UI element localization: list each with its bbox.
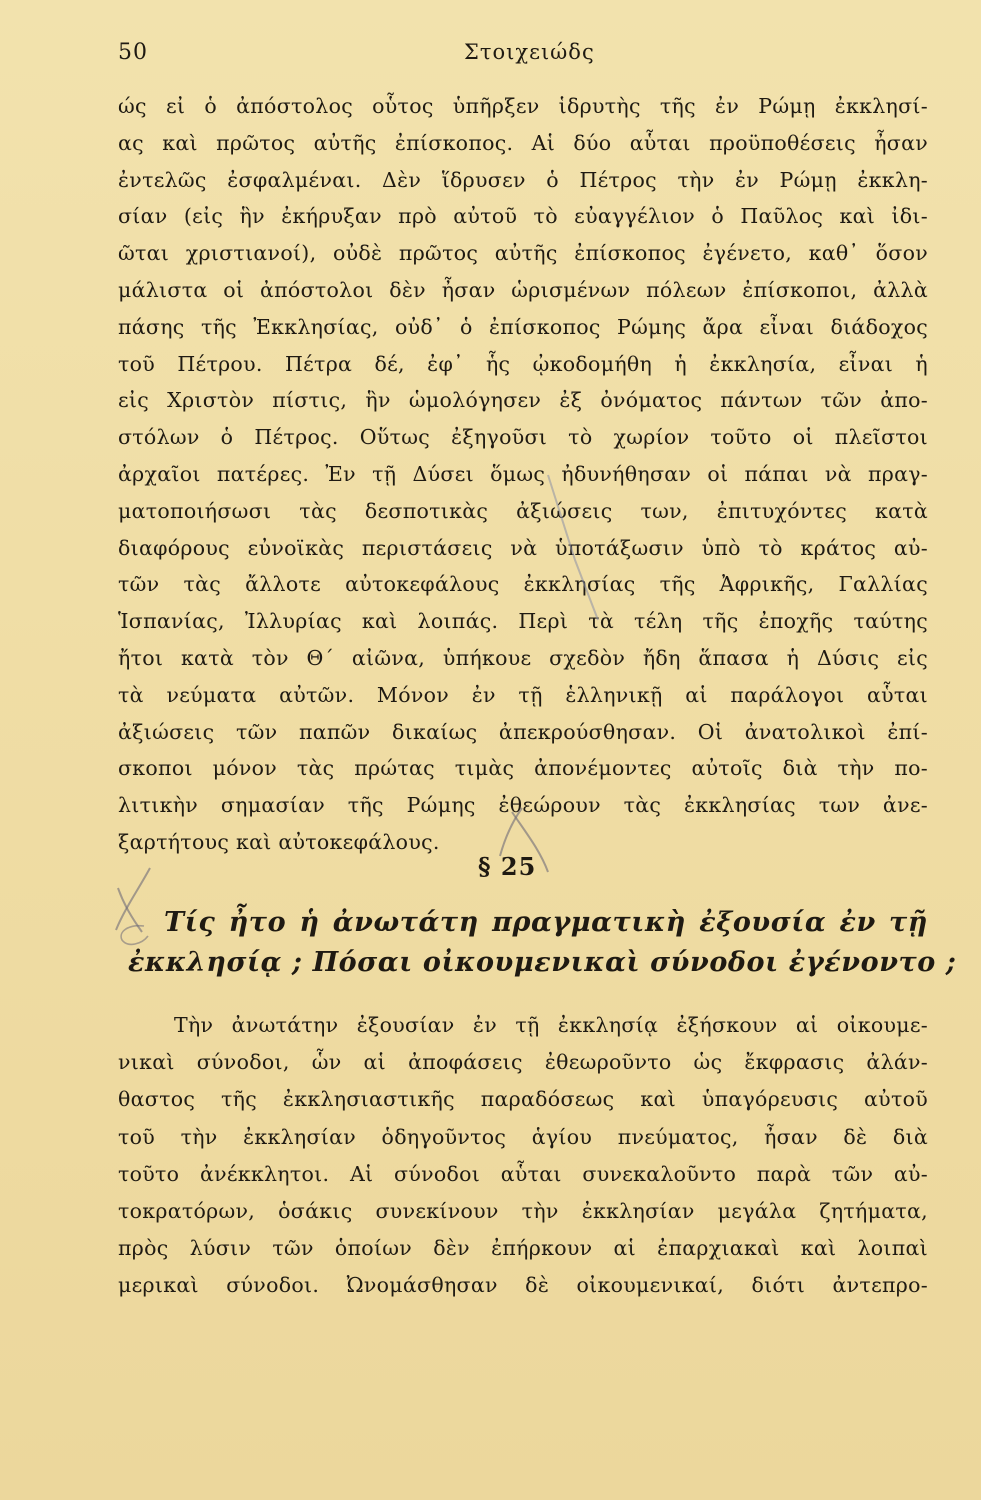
page-number: 50 xyxy=(118,40,148,65)
heading-line: Τίς ἦτο ἡ ἀνωτάτη πραγματικὴ ἐξουσία ἐν τῇ xyxy=(164,907,928,938)
text-line: στόλων ὁ Πέτρος. Οὕτως ἐξηγοῦσι τὸ χωρίον τοῦτο οἱ πλεῖστοι xyxy=(118,425,928,450)
section-mark: § 25 xyxy=(478,852,537,881)
text-line: τοῦ Πέτρου. Πέτρα δέ, ἐφ᾽ ἧς ᾠκοδομήθη ἡ ἐκκλησία, εἶναι ἡ xyxy=(118,351,928,376)
text-line: ἤτοι κατὰ τὸν Θ΄ αἰῶνα, ὑπήκουε σχεδὸν ἤδη ἅπασα ἡ Δύσις εἰς xyxy=(118,645,928,670)
paragraph-2 xyxy=(118,1007,928,1305)
text-line: λιτικὴν σημασίαν τῆς Ρώμης ἐθεώρουν τὰς ἐκκλησίας των ἀνε- xyxy=(118,793,928,818)
text-line: τοῦτο ἀνέκκλητοι. Αἱ σύνοδοι αὗται συνεκαλοῦντο παρὰ τῶν αὐ- xyxy=(118,1161,928,1186)
running-title: Στοιχειώδς xyxy=(464,40,595,64)
text-line: πάσης τῆς Ἐκκλησίας, οὐδ᾽ ὁ ἐπίσκοπος Ρώμης ἄρα εἶναι διάδοχος xyxy=(118,314,928,339)
text-line: τῶν τὰς ἄλλοτε αὐτοκεφάλους ἐκκλησίας τῆς Ἀφρικῆς, Γαλλίας xyxy=(118,572,928,597)
text-line: ξαρτήτους καὶ αὐτοκεφάλους. xyxy=(118,829,440,854)
heading-line: ἐκκλησίᾳ ; Πόσαι οἰκουμενικαὶ σύνοδοι ἐγένοντο ; xyxy=(128,947,957,978)
text-line: τοῦ τὴν ἐκκλησίαν ὁδηγοῦντος ἁγίου πνεύματος, ἦσαν δὲ διὰ xyxy=(118,1124,928,1149)
text-line: ῶται χριστιανοί), οὐδὲ πρῶτος αὐτῆς ἐπίσκοπος ἐγένετο, καθ᾽ ὅσον xyxy=(118,241,928,266)
text-line: σκοποι μόνον τὰς πρώτας τιμὰς ἀπονέμοντες αὐτοῖς διὰ τὴν πο- xyxy=(118,756,928,781)
text-line: ἀξιώσεις τῶν παπῶν δικαίως ἀπεκρούσθησαν. Οἱ ἀνατολικοὶ ἐπί- xyxy=(118,719,928,744)
text-line: θαστος τῆς ἐκκλησιαστικῆς παραδόσεως καὶ ὑπαγόρευσις αὐτοῦ xyxy=(118,1087,928,1112)
text-line: Ἱσπανίας, Ἰλλυρίας καὶ λοιπάς. Περὶ τὰ τέλη τῆς ἐποχῆς ταύτης xyxy=(118,609,928,634)
running-head xyxy=(118,40,930,70)
section-heading xyxy=(128,903,957,983)
text-line: νικαὶ σύνοδοι, ὧν αἱ ἀποφάσεις ἐθεωροῦντο ὡς ἔκφρασις ἀλάν- xyxy=(118,1050,928,1075)
text-line: ώς εἰ ὁ ἀπόστολος οὗτος ὑπῆρξεν ἱδρυτὴς τῆς ἐν Ρώμῃ ἐκκλησί- xyxy=(118,94,928,118)
text-line: σίαν (εἰς ἣν ἐκήρυξαν πρὸ αὐτοῦ τὸ εὐαγγέλιον ὁ Παῦλος καὶ ἰδι- xyxy=(118,204,928,229)
text-line: ἐντελῶς ἐσφαλμέναι. Δὲν ἵδρυσεν ὁ Πέτρος τὴν ἐν Ρώμῃ ἐκκλη- xyxy=(118,167,928,192)
text-line: ματοποιήσωσι τὰς δεσποτικὰς ἀξιώσεις των, ἐπιτυχόντες κατὰ xyxy=(118,498,928,523)
text-line: διαφόρους εὐνοϊκὰς περιστάσεις νὰ ὑποτάξωσιν ὑπὸ τὸ κράτος αὐ- xyxy=(118,535,928,560)
text-line: τὰ νεύματα αὐτῶν. Μόνον ἐν τῇ ἑλληνικῇ αἱ παράλογοι αὗται xyxy=(118,682,928,707)
text-line: ἀρχαῖοι πατέρες. Ἐν τῇ Δύσει ὅμως ἠδυνήθησαν οἱ πάπαι νὰ πραγ- xyxy=(118,461,928,486)
text-line: ας καὶ πρῶτος αὐτῆς ἐπίσκοπος. Αἱ δύο αὗται προϋποθέσεις ἦσαν xyxy=(118,130,928,155)
text-line: τοκρατόρων, ὁσάκις συνεκίνουν τὴν ἐκκλησίαν μεγάλα ζητήματα, xyxy=(118,1198,928,1223)
text-line: μάλιστα οἱ ἀπόστολοι δὲν ἦσαν ὡρισμένων πόλεων ἐπίσκοποι, ἀλλὰ xyxy=(118,277,928,302)
text-line: Τὴν ἀνωτάτην ἐξουσίαν ἐν τῇ ἐκκλησίᾳ ἐξήσκουν αἱ οἰκουμε- xyxy=(174,1013,928,1037)
text-line: πρὸς λύσιν τῶν ὁποίων δὲν ἐπήρκουν αἱ ἐπαρχιακαὶ καὶ λοιπαὶ xyxy=(118,1236,928,1261)
text-line: μερικαὶ σύνοδοι. Ὠνομάσθησαν δὲ οἰκουμενικαί, διότι ἀντεπρο- xyxy=(118,1273,928,1298)
text-line: εἰς Χριστὸν πίστις, ἣν ὡμολόγησεν ἐξ ὀνόματος πάντων τῶν ἀπο- xyxy=(118,388,928,413)
paragraph-1 xyxy=(118,88,928,861)
